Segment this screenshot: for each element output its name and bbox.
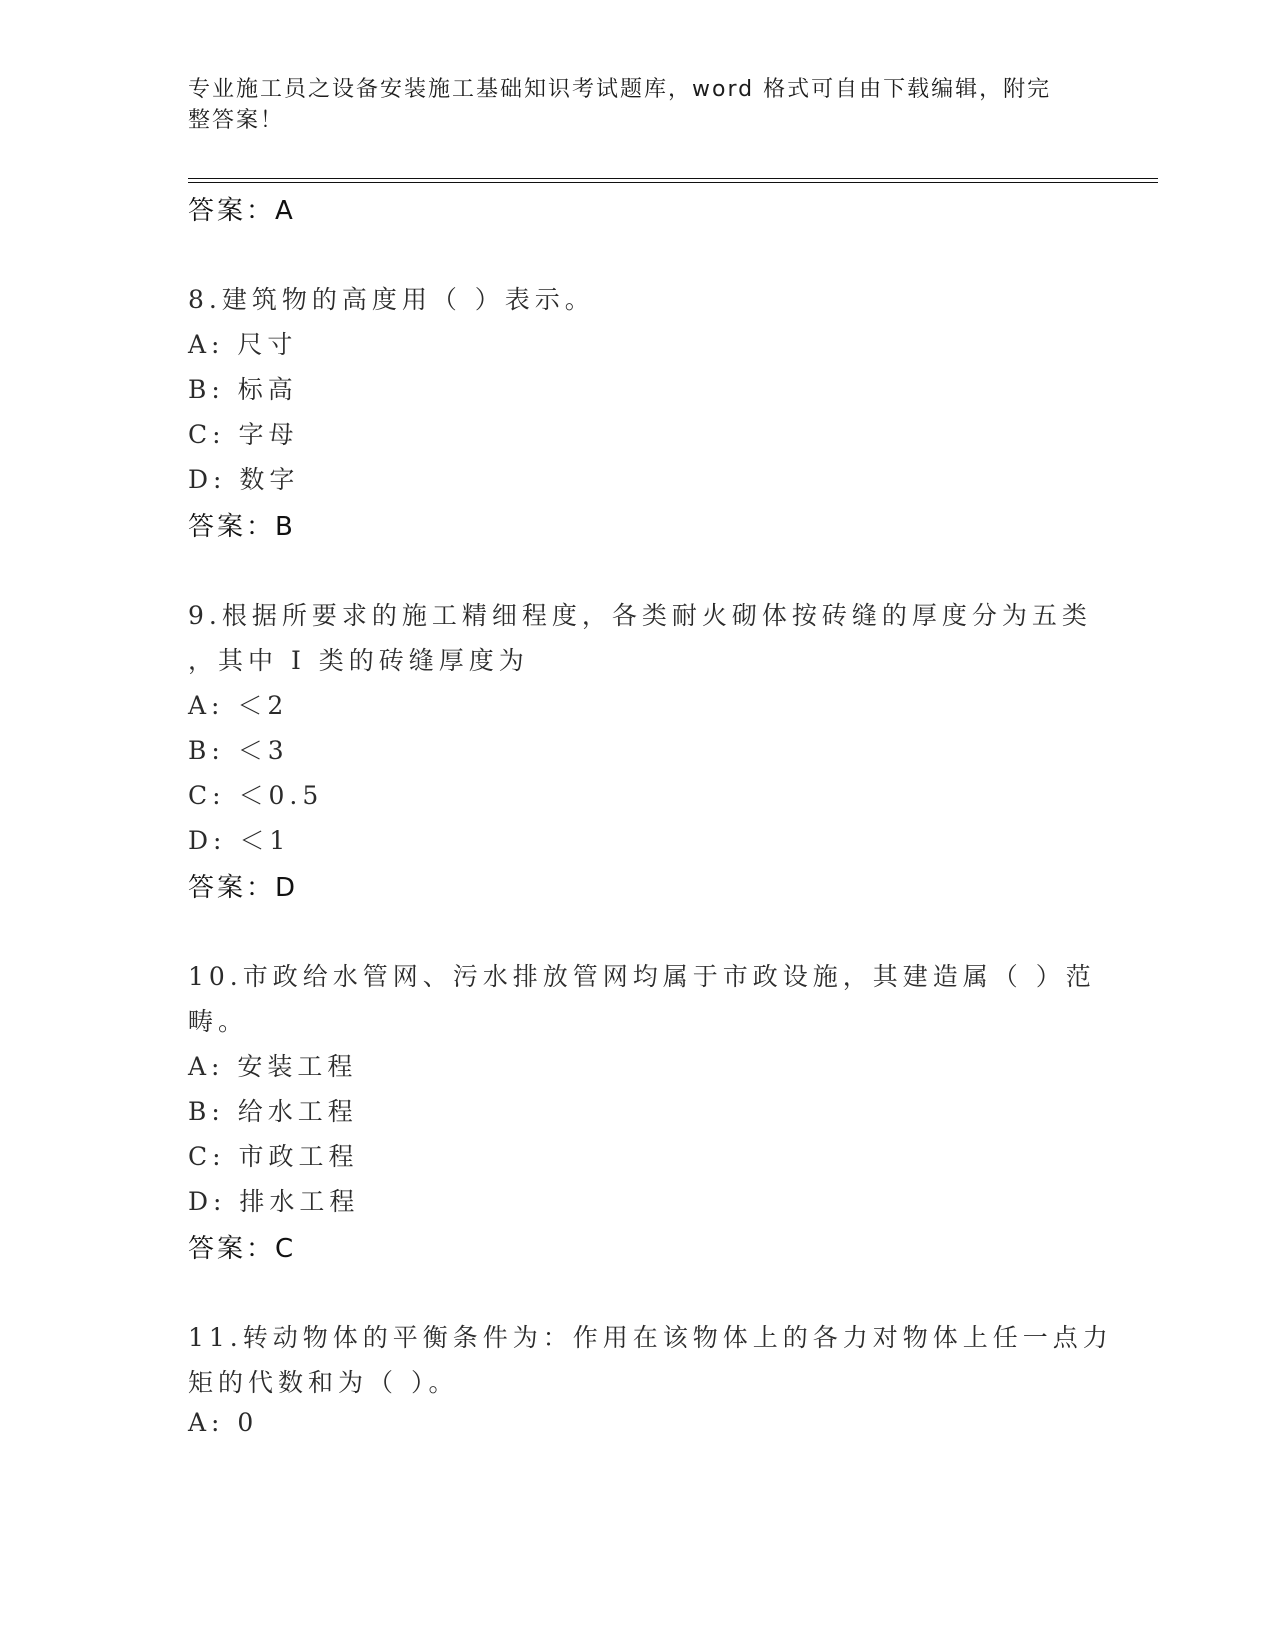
q9-stem-line-2: ，其中 I 类的砖缝厚度为 [188,646,529,675]
header-divider [188,178,1158,179]
q8-option-a: A: 尺寸 [188,330,298,359]
q8-option-d: D: 数字 [188,465,300,494]
q9-option-c: C: ＜0.5 [188,781,324,810]
q8-stem: 8.建筑物的高度用（ ）表示。 [188,285,595,314]
q9-option-d: D: ＜1 [188,826,291,855]
q10-stem-line-2: 畴。 [188,1007,249,1036]
q11-stem-line-2: 矩的代数和为（ ）。 [188,1368,459,1397]
header-line-1: 专业施工员之设备安装施工基础知识考试题库，word 格式可自由下载编辑，附完 [188,77,1052,102]
header-line-2: 整答案！ [188,108,285,133]
q10-option-a: A: 安装工程 [188,1052,358,1081]
q8-option-b: B: 标高 [188,375,298,404]
q8-answer: 答案：B [188,512,296,542]
q9-option-b: B: ＜3 [188,736,289,765]
q11-option-a: A: 0 [188,1408,259,1437]
q9-answer: 答案：D [188,873,299,903]
q9-stem-line-1: 9.根据所要求的施工精细程度，各类耐火砌体按砖缝的厚度分为五类 [188,601,1092,630]
header-divider-second [188,182,1158,183]
q11-stem-line-1: 11.转动物体的平衡条件为：作用在该物体上的各力对物体上任一点力 [188,1323,1113,1352]
previous-answer: 答案：A [188,196,296,226]
q10-option-b: B: 给水工程 [188,1097,358,1126]
q8-option-c: C: 字母 [188,420,299,449]
q10-answer: 答案：C [188,1234,297,1264]
q10-option-c: C: 市政工程 [188,1142,359,1171]
q10-stem-line-1: 10.市政给水管网、污水排放管网均属于市政设施，其建造属（ ）范 [188,962,1096,991]
q9-option-a: A: ＜2 [188,691,289,720]
q10-option-d: D: 排水工程 [188,1187,360,1216]
document-header [188,74,1068,136]
